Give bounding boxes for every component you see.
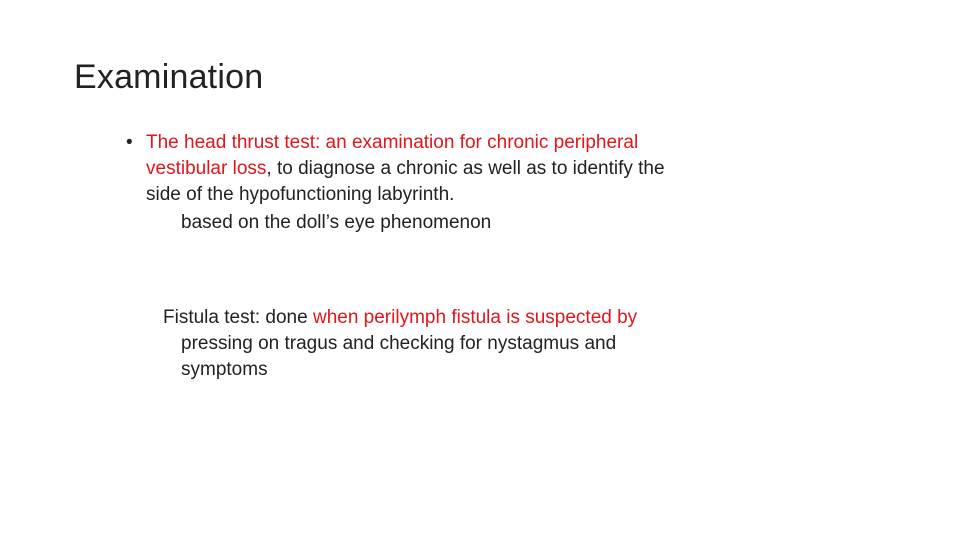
fistula-label: Fistula test: done	[163, 307, 313, 328]
bullet-dot-icon: •	[126, 132, 133, 153]
bullet-line-2	[126, 156, 766, 182]
fistula-line-2: pressing on tragus and checking for nystagmus and	[181, 333, 617, 354]
bullet-text-line-3: side of the hypofunctioning labyrinth.	[146, 184, 455, 205]
bullet-head-thrust-test	[126, 130, 766, 208]
fistula-line-3: symptoms	[181, 359, 268, 380]
fistula-test-block	[163, 305, 763, 383]
sub-note-dolls-eye: based on the doll’s eye phenomenon	[181, 212, 492, 233]
slide-title: Examination	[74, 58, 264, 96]
fistula-text-red: when perilymph fistula is suspected by	[312, 307, 638, 328]
bullet-line-3	[126, 182, 766, 208]
bullet-text-line-1: The head thrust test: an examination for chronic peripheral	[146, 132, 639, 153]
bullet-text-vestibular-loss: vestibular loss	[146, 158, 267, 179]
bullet-line-1	[126, 130, 766, 156]
bullet-text-line-2-rest: , to diagnose a chronic as well as to identify the	[266, 158, 665, 179]
fistula-line-1	[163, 305, 763, 331]
